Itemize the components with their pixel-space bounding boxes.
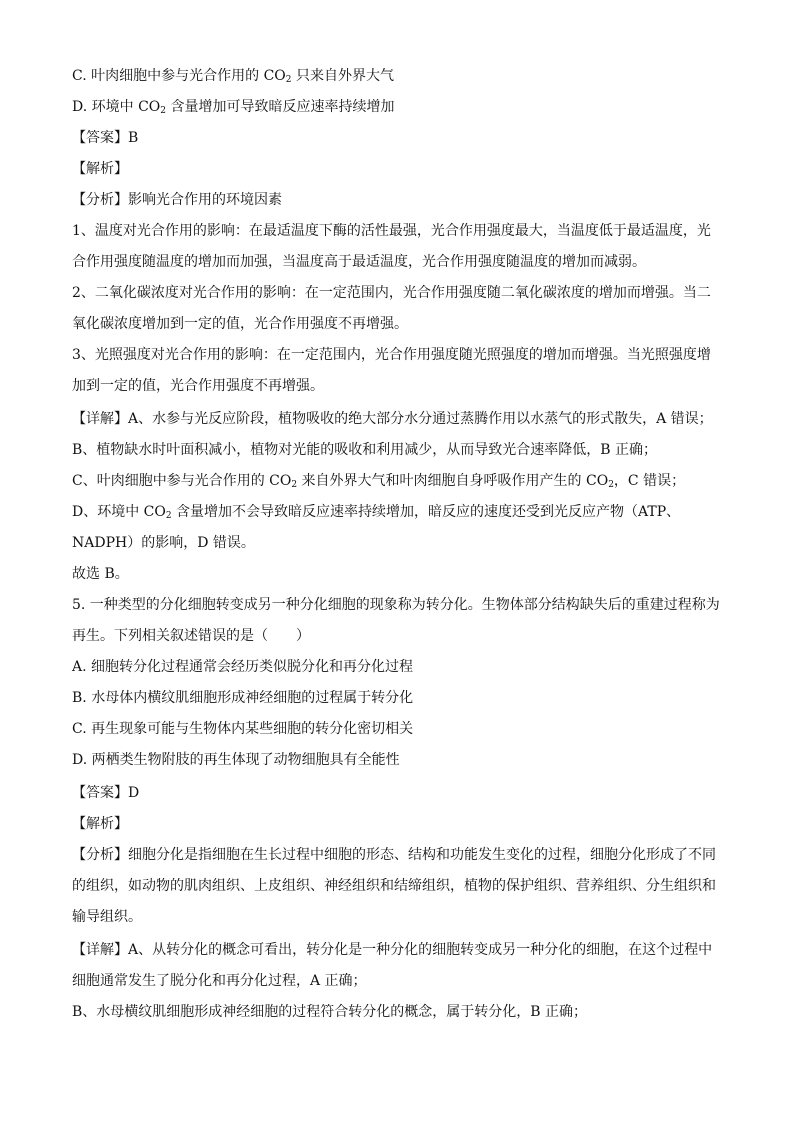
explanation-label: 【解析】 <box>72 161 128 177</box>
option-b: B. 水母体内横纹肌细胞形成神经细胞的过程属于转分化 <box>72 690 414 706</box>
analysis-line: 的组织，如动物的肌肉组织、上皮组织、神经组织和结缔组织，植物的保护组织、营养组织、分生组织和 <box>72 878 716 894</box>
option-d: D. 环境中 $CO_2$ 含量增加可导致暗反应速率持续增加 <box>72 99 395 116</box>
detail-line: B、水母横纹肌细胞形成神经细胞的过程符合转分化的概念，属于转分化，B 正确； <box>72 1004 588 1020</box>
analysis-line: 2、二氧化碳浓度对光合作用的影响：在一定范围内，光合作用强度随二氧化碳浓度的增加而增强。当二 <box>72 285 711 301</box>
detail-line: NADPH）的影响，D 错误。 <box>72 535 255 551</box>
analysis-line: 输导组织。 <box>72 909 142 925</box>
option-a: A. 细胞转分化过程通常会经历类似脱分化和再分化过程 <box>72 659 414 675</box>
option-c: C. 叶肉细胞中参与光合作用的 $CO_2$ 只来自外界大气 <box>72 68 394 85</box>
analysis-line: 合作用强度随温度的增加而加强，当温度高于最适温度，光合作用强度随温度的增加而减弱。 <box>72 254 646 270</box>
analysis-line: 【分析】细胞分化是指细胞在生长过程中细胞的形态、结构和功能发生变化的过程，细胞分化形成了不同 <box>72 847 716 863</box>
answer-label: 【答案】D <box>72 785 140 801</box>
detail-line: 细胞通常发生了脱分化和再分化过程，A 正确； <box>72 973 367 989</box>
detail-line: 【详解】A、从转分化的概念可看出，转分化是一种分化的细胞转变成另一种分化的细胞，在这个过程中 <box>72 942 713 958</box>
detail-line: C、叶肉细胞中参与光合作用的 $CO_2$ 来自外界大气和叶肉细胞自身呼吸作用产生的 $CO_2$，C 错误； <box>72 473 686 490</box>
detail-line: B、植物缺水时叶面积减小，植物对光能的吸收和利用减少，从而导致光合速率降低，B 正确； <box>72 442 658 458</box>
question-5-stem: 再生。下列相关叙述错误的是（ ） <box>72 628 310 644</box>
analysis-heading: 【分析】影响光合作用的环境因素 <box>72 192 282 208</box>
analysis-line: 1、温度对光合作用的影响：在最适温度下酶的活性最强，光合作用强度最大，当温度低于最适温度，光 <box>72 223 711 239</box>
detail-line: 【详解】A、水参与光反应阶段，植物吸收的绝大部分水分通过蒸腾作用以水蒸气的形式散失，A 错误； <box>72 411 713 427</box>
explanation-label: 【解析】 <box>72 816 128 832</box>
option-c: C. 再生现象可能与生物体内某些细胞的转分化密切相关 <box>72 721 414 737</box>
answer-label: 【答案】B <box>72 130 139 146</box>
analysis-line: 氧化碳浓度增加到一定的值，光合作用强度不再增强。 <box>72 316 408 332</box>
choose-line: 故选 B。 <box>72 566 129 582</box>
option-d: D. 两栖类生物附肢的再生体现了动物细胞具有全能性 <box>72 752 400 768</box>
detail-line: D、环境中 $CO_2$ 含量增加不会导致暗反应速率持续增加，暗反应的速度还受到光反应产物（ATP、 <box>72 504 681 521</box>
question-5-stem: 5. 一种类型的分化细胞转变成另一种分化细胞的现象称为转分化。生物体部分结构缺失后的重建过程称为 <box>72 597 720 613</box>
analysis-line: 3、光照强度对光合作用的影响：在一定范围内，光合作用强度随光照强度的增加而增强。当光照强度增 <box>72 347 711 363</box>
analysis-line: 加到一定的值，光合作用强度不再增强。 <box>72 378 324 394</box>
